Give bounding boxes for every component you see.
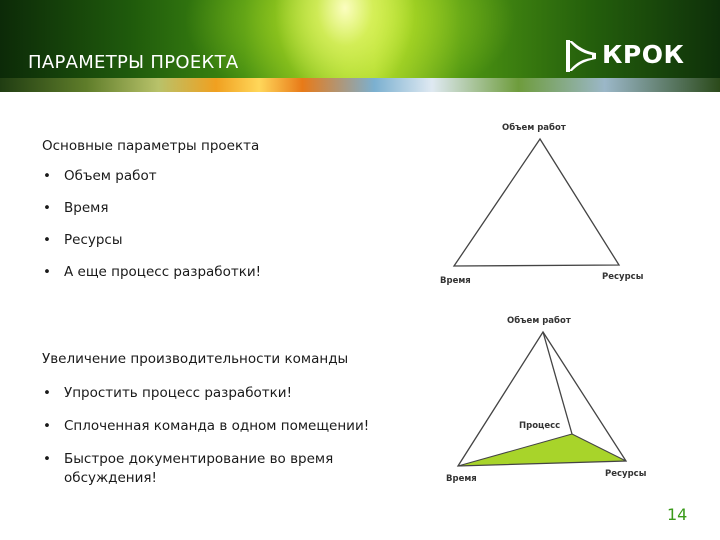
diagram2-right-label: Ресурсы — [605, 469, 647, 479]
bullet-icon: • — [43, 385, 51, 401]
bullet-icon: • — [43, 200, 51, 216]
diagram2-top-label: Объем работ — [507, 316, 571, 326]
diagram2-middle-label: Процесс — [519, 421, 561, 431]
section1-heading: Основные параметры проекта — [42, 138, 260, 154]
bullet-icon: • — [43, 232, 51, 248]
section2-heading: Увеличение производительности команды — [42, 351, 349, 367]
triangle-diagram-1 — [454, 139, 619, 266]
bullet-icon: • — [43, 168, 51, 184]
bullet-icon: • — [43, 418, 51, 434]
page-title: ПАРАМЕТРЫ ПРОЕКТА — [28, 52, 239, 73]
logo-text: КРОК — [602, 40, 685, 69]
bullet-icon: • — [43, 264, 51, 280]
bullet-icon: • — [43, 451, 51, 467]
list-item-text: Время — [64, 200, 109, 216]
diagram1-top-label: Объем работ — [502, 123, 566, 133]
list-item-text: Упростить процесс разработки! — [64, 385, 292, 401]
diagram1-right-label: Ресурсы — [602, 272, 644, 282]
page-number: 14 — [667, 505, 688, 524]
list-item-text: А еще процесс разработки! — [64, 264, 262, 280]
process-edge-top — [543, 332, 572, 434]
list-item-text: Объем работ — [64, 168, 157, 184]
diagram2-left-label: Время — [446, 474, 477, 484]
list-item-text: Сплоченная команда в одном помещении! — [64, 418, 370, 434]
diagram1-left-label: Время — [440, 276, 471, 286]
list-item-text: Ресурсы — [64, 232, 123, 248]
list-item-text: Быстрое документирование во время обсуждения! — [64, 451, 334, 486]
